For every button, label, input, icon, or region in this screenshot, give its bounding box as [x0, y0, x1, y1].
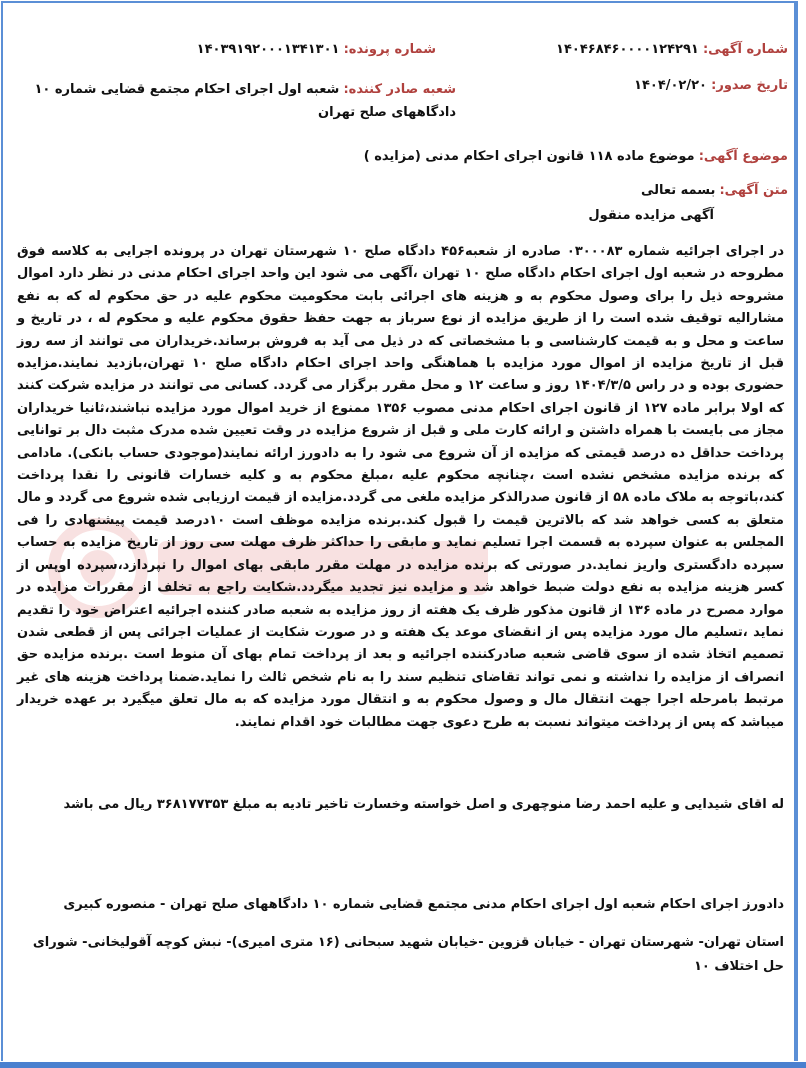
- bottom-border: [0, 1062, 806, 1068]
- case-number-row: [197, 42, 436, 57]
- issuer-block: [34, 78, 456, 124]
- opening-text: بسمه تعالی: [640, 183, 716, 198]
- notice-number-label: شماره آگهی:: [702, 42, 788, 57]
- issuer-line1: شعبه اول اجرای احکام مجتمع قضایی شماره ۱۰: [34, 82, 340, 97]
- notice-frame: [1, 1, 798, 1061]
- case-number-value: ۱۴۰۳۹۱۹۲۰۰۰۱۳۴۱۳۰۱: [196, 42, 340, 57]
- subject-row: [364, 149, 788, 164]
- case-number-label: شماره پرونده:: [343, 42, 436, 57]
- notice-body: در اجرای اجرائیه شماره ۰۳۰۰۰۸۳ صادره از شعبه۴۵۶ دادگاه صلح ۱۰ شهرستان تهران در پرونده اجرایی به کلاسه فوق مطروحه در شعبه اول اجرای احکام دادگاه صلح ۱۰ تهران ،آگهی می شود این واحد اجرای احکام مدنی در نظر دارد اموال مشروحه ذیل را برای وصول محکوم به و هزینه های اجرائی بابت محکومیت محکوم علیه در حق محکوم له که به نفع مشارالیه توقیف شده است را از طریق مزایده از نوع سرباز به جهت حفظ حقوق محکوم علیه و محکوم له ، در تاریخ و ساعت و محل و به قیمت کارشناسی و با مشخصاتی که در ذیل می آید به فروش برساند.خریداران می توانند از سه روز قبل از تاریخ مزایده از اموال مورد مزایده با هماهنگی واحد اجرای احکام دادگاه صلح ۱۰ تهران،بازدید نمایند.مزایده حضوری بوده و در راس ۱۴۰۴/۳/۵ روز و ساعت ۱۲ و محل مقرر برگزار می گردد. کسانی می توانند در مزایده شرکت کنند که اولا برابر ماده ۱۲۷ از قانون اجرای احکام مدنی مصوب ۱۳۵۶ ممنوع از خرید اموال مورد مزایده نباشند،ثانیا خریداران مجاز می بایست با همراه داشتن و ارائه کارت ملی و قبل از شروع مزایده در وقت تعیین شده مدرک مثبت دال بر توانایی پرداخت حداقل ده درصد قیمتی که مزایده از آن شروع می شود را به دادورز ارائه نمایند(موجودی حساب بانکی). مادامی که برنده مزایده مشخص نشده است ،چنانچه محکوم علیه ،مبلغ محکوم به و کلیه خسارات قانونی را نقدا پرداخت کند،باتوجه به ملاک ماده ۵۸ از قانون صدرالذکر مزایده ملغی می گردد.مزایده از قیمت ارزیابی شده شروع می گردد و مال متعلق به کسی خواهد شد که بالاترین قیمت را قبول کند.برنده مزایده موظف است ۱۰درصد قیمت پیشنهادی را فی المجلس به عنوان سپرده به قسمت اجرا تسلیم نماید و مابقی را حداکثر ظرف مهلت سی روز از تاریخ مزایده به حساب سپرده دادگستری واریز نماید.در صورتی که برنده مزایده در مهلت مقرر مابقی بهای اموال را نپردازد،سپرده اوپس از کسر هزینه مزایده به نفع دولت ضبط خواهد شد و مزایده نیز تجدید میگردد.شکایت راجع به تخلف از مقررات مزایده در موارد مصرح در ماده ۱۳۶ از قانون مذکور ظرف یک هفته از روز مزایده به شعبه صادر کننده اجرائیه اعتراض خود را تقدیم نماید ،تسلیم مال مورد مزایده پس از انقضای موعد یک هفته و در صورت شکایت از عملیات اجرائی پس از قطعی شدن تصمیم اتخاذ شده از سوی قاضی شعبه صادرکننده اجرائیه و بعد از پرداخت تمام بهای آن منوط است .برنده مزایده حق انصراف از مزایده را نداشته و نمی تواند تقاضای تنظیم سند را به نام شخص ثالث را نماید.ضمنا پرداخت هزینه های غیر مرتبط بامرحله اجرا جهت انتقال مال و وصول محکوم به و انتقال مورد مزایده که به مال تعلق میگیرد بر عهده خریدار میباشد که پس از پرداخت میتواند نسبت به طرح دعوی جهت مطالبات خود اقدام نمایند.: [17, 244, 785, 730]
- issuer-label: شعبه صادر کننده:: [343, 82, 456, 97]
- address-line: استان تهران- شهرستان تهران - خیابان قزوین -خیابان شهید سبحانی (۱۶ متری امیری)- نبش کوچه آقولیخانی- شورای حل اختلاف ۱۰: [32, 935, 784, 974]
- signature-line: دادورز اجرای احکام شعبه اول اجرای احکام مدنی مجتمع قضایی شماره ۱۰ دادگاههای صلح تهران - منصوره کبیری: [63, 897, 784, 912]
- issue-date-label: تاریخ صدور:: [711, 78, 788, 93]
- subject-label: موضوع آگهی:: [698, 149, 788, 164]
- issuer-line2: دادگاههای صلح تهران: [317, 105, 456, 120]
- notice-text-label: متن آگهی:: [719, 183, 788, 198]
- subject-text: موضوع ماده ۱۱۸ قانون اجرای احکام مدنی (مزایده ): [363, 149, 695, 164]
- parties-line: له اقای شیدایی و علیه احمد رضا منوچهری و اصل خواسته وخسارت تاخیر تادیه به مبلغ ۳۶۸۱۷۷۳۵۳ ریال می باشد: [63, 797, 784, 812]
- notice-text-label-row: [641, 183, 788, 198]
- issue-date-row: [634, 78, 788, 93]
- notice-number-row: [556, 42, 788, 57]
- issue-date-value: ۱۴۰۴/۰۲/۲۰: [634, 78, 707, 93]
- notice-number-value: ۱۴۰۴۶۸۴۶۰۰۰۰۱۲۴۲۹۱: [556, 42, 699, 57]
- notice-heading: آگهی مزایده منقول: [588, 208, 714, 223]
